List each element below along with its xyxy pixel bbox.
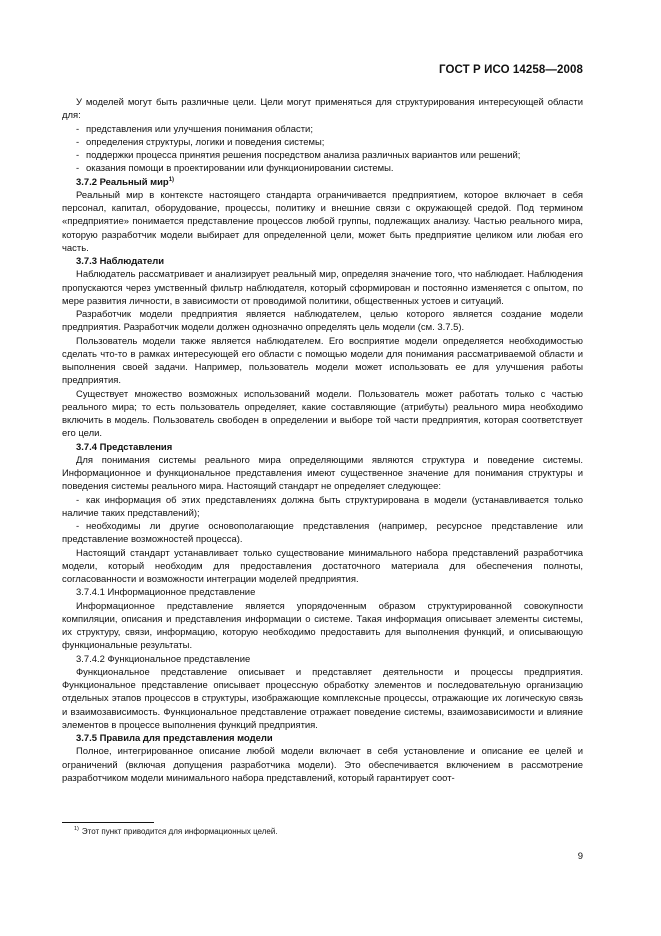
list-item: - поддержки процесса принятия решения посредством анализа различных вариантов или решений; xyxy=(76,150,521,161)
list-item: - оказания помощи в проектировании или функционировании системы. xyxy=(76,163,394,175)
paragraph: Реальный мир в контексте настоящего стандарта ограничивается предприятием, которое включает в себя персонал, капитал, оборудование, процессы, политику и внешние связи с окружающей средой. Под термином «предприятие» понимается представление процессов любой группы, подлежащих анализу. Частью реального мира, которую разработчик модели выбирает для определенной цели, может быть предприятие целиком или любая его часть. xyxy=(62,189,583,254)
list-dash: - xyxy=(76,521,80,532)
footnote xyxy=(74,827,278,837)
list-item: - как информация об этих представлениях должна быть структурирована в модели (устанавливается только наличие таких представлений); xyxy=(62,494,583,519)
subsection-heading-3-7-4-1: 3.7.4.1 Информационное представление xyxy=(76,587,256,599)
section-heading-3-7-2: 3.7.2 Реальный мир$^{1)}$ xyxy=(76,176,175,188)
footnote-text: Этот пункт приводится для информационных целей. xyxy=(81,827,278,836)
list-dash: - xyxy=(76,136,80,148)
views-list xyxy=(62,494,583,547)
section-heading-3-7-5: 3.7.5 Правила для представления модели xyxy=(76,733,273,744)
purpose-list xyxy=(62,123,583,176)
footnote-separator xyxy=(62,822,154,823)
paragraph: Информационное представление является упорядоченным образом структурированной совокупности компиляции, описания и представления информации о системе. Такая информация описывает элементы системы, их структуру, связи, информацию, которую необходимо предоставить для выполнения функций, и описывающую функциональные результаты. xyxy=(62,600,583,652)
subsection-heading-3-7-4-2: 3.7.4.2 Функциональное представление xyxy=(76,653,251,665)
list-dash: - xyxy=(76,494,80,506)
document-code-header: ГОСТ Р ИСО 14258—2008 xyxy=(438,64,583,76)
section-heading-3-7-4: 3.7.4 Представления xyxy=(76,441,173,453)
list-dash: - xyxy=(76,150,80,161)
list-dash: - xyxy=(76,163,80,175)
main-text xyxy=(62,96,583,785)
list-item: - необходимы ли другие основополагающие представления (например, ресурсное представление или представление возможностей процесса). xyxy=(62,521,583,546)
paragraph: Функциональное представление описывает и представляет деятельности и процессы предприятия. Функциональное представление описывает процессную обработку элементов и последовательную организацию отдельных этапов процессов в структуры, изображающие комплексные процессы, отражающие их логическую связь и взаимозависимость. Функциональное представление отражает поведение системы, взаимозависимости и влияние элементов в процессе выполнения функций предприятия. xyxy=(62,666,583,731)
list-dash: - xyxy=(76,123,80,135)
section-heading-3-7-3: 3.7.3 Наблюдатели xyxy=(76,256,165,267)
footnote-marker: 1) xyxy=(168,176,175,183)
page-number: 9 xyxy=(577,851,583,862)
paragraph: Полное, интегрированное описание любой модели включает в себя установление и описание ее целей и ограничений (включая допущения разработчика модели). Это обеспечивается включением в рассмотрение разработчиком модели минимального набора представлений, который гарантирует соот- xyxy=(62,746,583,784)
paragraph: Существует множество возможных использований модели. Пользователь может работать только с частью реального мира; то есть пользователь определяет, какие составляющие (атрибуты) реального мира необходимо включить в модель. Пользователь свободен в определении и выборе той части предприятия, которая соответствует его цели. xyxy=(62,388,583,440)
paragraph: Настоящий стандарт устанавливает только существование минимального набора представлений разработчика модели, который необходим для предоставления достаточного материала для обеспечения полноты, согласованности и возможности интеграции моделей предприятия. xyxy=(62,547,583,585)
paragraph: Пользователь модели также является наблюдателем. Его восприятие модели определяется необходимостью сделать что-то в рамках интересующей его области с помощью модели для понимания рассматриваемой области и выполнения своей задачи. Например, пользователь модели может использовать ее для улучшения работы предприятия. xyxy=(62,335,583,387)
list-item: - представления или улучшения понимания области; xyxy=(76,123,313,135)
paragraph: Для понимания системы реального мира определяющими являются структура и поведение системы. Информационное и функциональное представления имеют существенное значение для понимания структуры и поведения системы реального мира. Настоящий стандарт не определяет следующее: xyxy=(62,454,583,493)
list-item: - определения структуры, логики и поведения системы; xyxy=(76,136,325,148)
footnote-number: 1) xyxy=(74,826,79,833)
intro-paragraph: У моделей могут быть различные цели. Цели могут применяться для структурирования интересующей области для: xyxy=(62,97,583,122)
paragraph: Наблюдатель рассматривает и анализирует реальный мир, определяя значение того, что наблюдает. Наблюдения пропускаются через умственный фильтр наблюдателя, который сформирован и постоянно изменяется с опытом, по мере развития личности, в зависимости от проводимой политики, общественных устоев и ситуаций. xyxy=(62,269,583,307)
paragraph: Разработчик модели предприятия является наблюдателем, целью которого является создание модели предприятия. Разработчик модели должен однозначно определять цель модели (см. 3.7.5). xyxy=(62,309,583,334)
